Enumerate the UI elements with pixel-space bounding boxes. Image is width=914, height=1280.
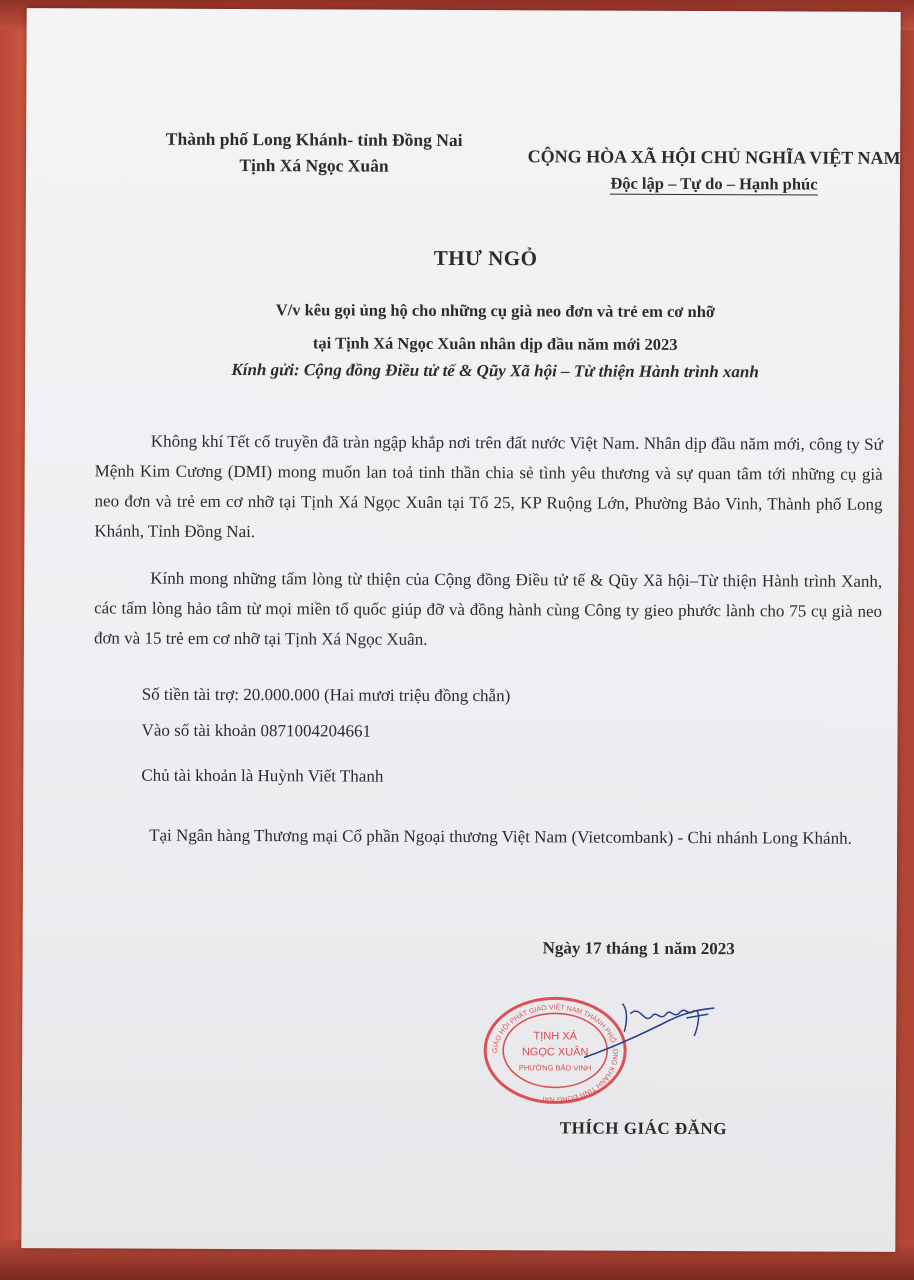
paragraph-appeal [94, 563, 882, 656]
national-title: CỘNG HÒA XÃ HỘI CHỦ NGHĨA VIỆT NAM [527, 146, 901, 168]
account-number: Vào số tài khoản 0871004204661 [141, 720, 372, 741]
signer-name: THÍCH GIÁC ĐĂNG [559, 1118, 727, 1139]
account-owner: Chủ tài khoản là Huỳnh Viết Thanh [141, 765, 384, 786]
paragraph-intro-text: Không khí Tết cổ truyền đã tràn ngập khắp nơi trên đất nước Việt Nam. Nhân dịp đầu năm mới, công ty Sứ Mệnh Kim Cương (DMI) mong muốn lan toả tinh thần chia sẻ tình yêu thương và sự quan tâm tới những cụ già neo đơn và trẻ em cơ nhỡ tại Tịnh Xá Ngọc Xuân tại Tổ 25, KP Ruộng Lớn, Phường Bảo Vinh, Thành phố Long Khánh, Tỉnh Đồng Nai. [94, 431, 883, 542]
national-motto: Độc lập – Tự do – Hạnh phúc [610, 173, 818, 194]
stamp-ring-text: GIÁO HỘI PHẬT GIÁO VIỆT NAM THÀNH PHỐ LONG KHÁNH TỈNH ĐỒNG NAI [492, 1004, 619, 1103]
paragraph-appeal-text: Kính mong những tấm lòng từ thiện của Cộng đồng Điều tử tế & Qũy Xã hội–Từ thiện Hành trình Xanh, các tấm lòng hảo tâm từ mọi miền tổ quốc giúp đỡ và đồng hành cùng Công ty gieo phước lành cho 75 cụ già neo đơn và 15 trẻ em cơ nhỡ tại Tịnh Xá Ngọc Xuân. [93, 568, 883, 649]
issuer-header [149, 126, 479, 179]
subject-line-1: V/v kêu gọi ủng hộ cho những cụ già neo đơn và trẻ em cơ nhỡ [275, 300, 716, 322]
letter-recipient: Kính gửi: Cộng đồng Điều tử tế & Qũy Xã hội – Từ thiện Hành trình xanh [231, 359, 759, 382]
letter-date: Ngày 17 tháng 1 năm 2023 [542, 938, 735, 959]
paragraph-bank-text: Tại Ngân hàng Thương mại Cổ phần Ngoại thương Việt Nam (Vietcombank) - Chi nhánh Long Khánh. [149, 825, 852, 848]
letter-subject [175, 293, 815, 362]
stamp-line-2: NGỌC XUÂN [521, 1046, 589, 1059]
letter-paper [21, 8, 900, 1252]
issuer-location: Thành phố Long Khánh- tỉnh Đồng Nai [165, 128, 463, 151]
stamp-line-3: PHƯỜNG BẢO VINH [518, 1063, 592, 1073]
subject-line-2: tại Tịnh Xá Ngọc Xuân nhân dịp đầu năm mới 2023 [312, 333, 678, 354]
handwritten-signature [582, 996, 722, 1067]
stamp-line-1: TỊNH XÁ [533, 1030, 577, 1043]
issuer-name: Tịnh Xá Ngọc Xuân [239, 155, 389, 176]
donation-amount: Số tiền tài trợ: 20.000.000 (Hai mươi triệu đồng chẵn) [141, 684, 511, 706]
paragraph-bank [93, 820, 881, 853]
paragraph-intro [94, 426, 883, 549]
letter-title: THƯ NGỎ [433, 245, 538, 271]
national-header [514, 143, 914, 197]
